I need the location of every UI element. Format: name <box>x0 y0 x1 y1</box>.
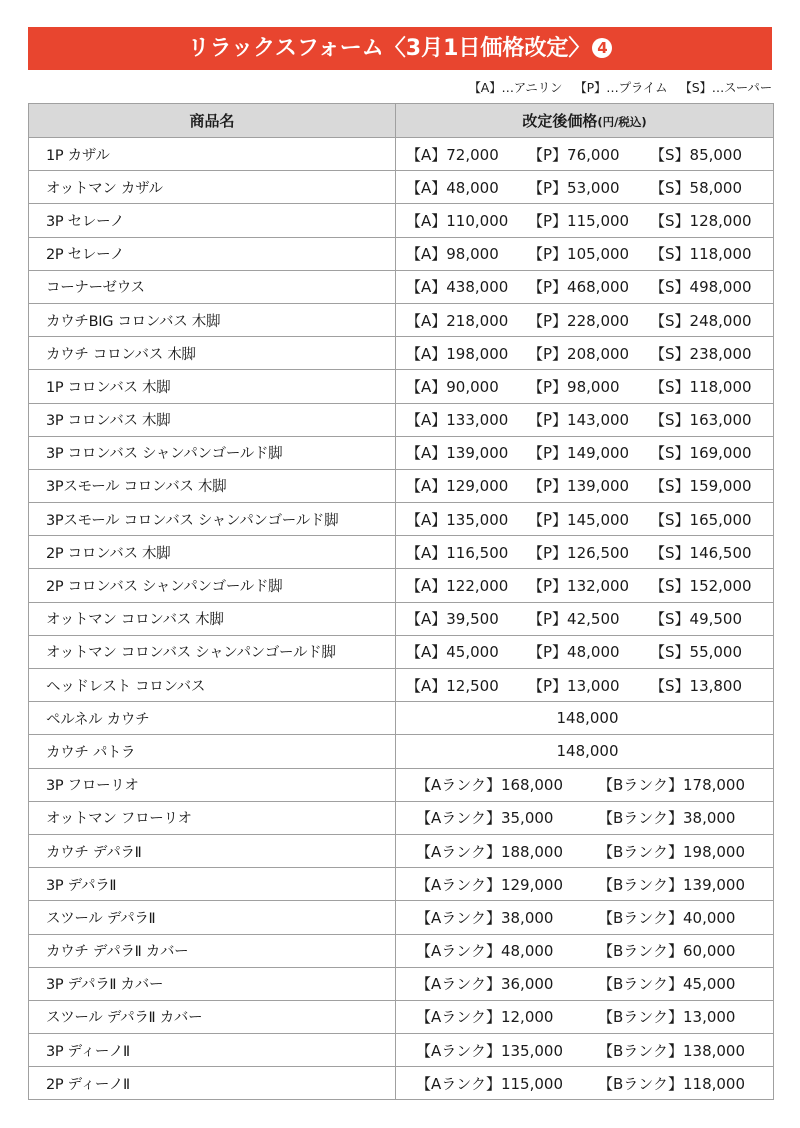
table-row <box>29 901 774 934</box>
price-value: 【Bランク】13,000 <box>598 1008 736 1027</box>
price-cell <box>396 768 774 801</box>
price-value: 【S】163,000 <box>650 411 752 430</box>
price-value: 【Aランク】168,000 <box>416 776 563 795</box>
product-name-cell: スツール デパラⅡ カバー <box>29 1000 396 1033</box>
table-row <box>29 967 774 1000</box>
price-value: 【A】129,000 <box>406 477 509 496</box>
legend-item-aniline: 【A】…アニリン <box>468 80 563 95</box>
price-value: 【Bランク】118,000 <box>598 1074 746 1093</box>
price-cell <box>396 237 774 270</box>
price-value: 【S】118,000 <box>650 245 752 264</box>
price-value: 【A】110,000 <box>406 211 509 230</box>
product-name-cell: オットマン コロンバス 木脚 <box>29 602 396 635</box>
price-value: 【P】98,000 <box>528 377 620 396</box>
price-value: 【S】49,500 <box>650 610 743 629</box>
table-header-row <box>29 104 774 138</box>
table-row <box>29 934 774 967</box>
price-cell <box>396 536 774 569</box>
header-price-label: 改定後価格 <box>522 112 598 130</box>
price-value: 【Aランク】35,000 <box>416 809 554 828</box>
price-cell <box>396 1034 774 1067</box>
price-value: 【Bランク】139,000 <box>598 875 746 894</box>
product-name-cell: 1P カザル <box>29 138 396 171</box>
price-value: 【A】98,000 <box>406 245 499 264</box>
table-row <box>29 569 774 602</box>
price-value: 【Aランク】12,000 <box>416 1008 554 1027</box>
title-banner <box>28 27 772 70</box>
table-row <box>29 1067 774 1100</box>
price-value: 【S】55,000 <box>650 643 743 662</box>
price-value: 【P】13,000 <box>528 676 620 695</box>
price-value: 【Aランク】135,000 <box>416 1041 563 1060</box>
price-value: 【P】53,000 <box>528 178 620 197</box>
price-value: 【P】208,000 <box>528 344 630 363</box>
price-value: 【A】122,000 <box>406 577 509 596</box>
price-cell <box>396 503 774 536</box>
price-value: 【P】126,500 <box>528 543 630 562</box>
price-value: 【S】165,000 <box>650 510 752 529</box>
legend-item-super: 【S】…スーパー <box>679 80 772 95</box>
price-value: 【A】48,000 <box>406 178 499 197</box>
price-cell <box>396 436 774 469</box>
price-value: 【A】218,000 <box>406 311 509 330</box>
price-value: 【S】152,000 <box>650 577 752 596</box>
title-number-badge: 4 <box>592 38 612 58</box>
price-value: 【Bランク】138,000 <box>598 1041 746 1060</box>
price-cell <box>396 801 774 834</box>
product-name-cell: 3P コロンバス シャンパンゴールド脚 <box>29 436 396 469</box>
table-row <box>29 602 774 635</box>
price-value: 【P】149,000 <box>528 444 630 463</box>
price-cell <box>396 901 774 934</box>
price-value: 【S】58,000 <box>650 178 743 197</box>
price-value: 【S】118,000 <box>650 377 752 396</box>
product-name-cell: 3Pスモール コロンバス 木脚 <box>29 469 396 502</box>
price-value: 【S】85,000 <box>650 145 743 164</box>
price-value: 【S】146,500 <box>650 543 752 562</box>
table-row <box>29 702 774 735</box>
table-row <box>29 834 774 867</box>
price-value: 【P】48,000 <box>528 643 620 662</box>
price-cell <box>396 1000 774 1033</box>
price-cell <box>396 204 774 237</box>
price-value: 【A】72,000 <box>406 145 499 164</box>
price-value: 【Bランク】45,000 <box>598 975 736 994</box>
product-name-cell: カウチ デパラⅡ <box>29 834 396 867</box>
table-row <box>29 204 774 237</box>
product-name-cell: 2P セレーノ <box>29 237 396 270</box>
price-value: 148,000 <box>556 742 619 761</box>
product-name-cell: 2P コロンバス 木脚 <box>29 536 396 569</box>
price-value: 【Aランク】188,000 <box>416 842 563 861</box>
table-row <box>29 1000 774 1033</box>
price-value: 【Aランク】38,000 <box>416 908 554 927</box>
product-name-cell: 2P ディーノⅡ <box>29 1067 396 1100</box>
table-row <box>29 635 774 668</box>
product-name-cell: ヘッドレスト コロンバス <box>29 669 396 702</box>
price-value: 【Bランク】38,000 <box>598 809 736 828</box>
price-value: 【A】135,000 <box>406 510 509 529</box>
price-cell <box>396 735 774 768</box>
price-value: 【S】498,000 <box>650 278 752 297</box>
table-row <box>29 735 774 768</box>
price-value: 【P】76,000 <box>528 145 620 164</box>
price-value: 【A】12,500 <box>406 676 499 695</box>
price-value: 【P】228,000 <box>528 311 630 330</box>
price-value: 【Bランク】178,000 <box>598 776 746 795</box>
product-name-cell: カウチBIG コロンバス 木脚 <box>29 303 396 336</box>
table-row <box>29 536 774 569</box>
table-row <box>29 370 774 403</box>
table-row <box>29 237 774 270</box>
price-cell <box>396 469 774 502</box>
price-cell <box>396 569 774 602</box>
product-name-cell: オットマン フローリオ <box>29 801 396 834</box>
header-price-unit: (円/税込) <box>597 115 647 129</box>
price-value: 148,000 <box>556 709 619 728</box>
product-name-cell: 3P コロンバス 木脚 <box>29 403 396 436</box>
price-cell <box>396 403 774 436</box>
product-name-cell: 3P セレーノ <box>29 204 396 237</box>
price-cell <box>396 834 774 867</box>
table-row <box>29 669 774 702</box>
price-table <box>28 103 774 1100</box>
table-row <box>29 138 774 171</box>
price-value: 【A】198,000 <box>406 344 509 363</box>
price-cell <box>396 669 774 702</box>
table-row <box>29 469 774 502</box>
price-value: 【S】248,000 <box>650 311 752 330</box>
price-value: 【A】139,000 <box>406 444 509 463</box>
product-name-cell: スツール デパラⅡ <box>29 901 396 934</box>
price-cell <box>396 303 774 336</box>
price-cell <box>396 1067 774 1100</box>
product-name-cell: カウチ パトラ <box>29 735 396 768</box>
price-value: 【P】132,000 <box>528 577 630 596</box>
price-value: 【P】139,000 <box>528 477 630 496</box>
price-cell <box>396 337 774 370</box>
price-value: 【A】90,000 <box>406 377 499 396</box>
price-value: 【A】116,500 <box>406 543 509 562</box>
grade-legend <box>469 78 773 96</box>
price-value: 【S】238,000 <box>650 344 752 363</box>
table-row <box>29 436 774 469</box>
product-name-cell: カウチ デパラⅡ カバー <box>29 934 396 967</box>
price-value: 【P】145,000 <box>528 510 630 529</box>
table-row <box>29 801 774 834</box>
price-value: 【A】133,000 <box>406 411 509 430</box>
product-name-cell: ペルネル カウチ <box>29 702 396 735</box>
header-revised-price <box>396 104 774 138</box>
price-cell <box>396 868 774 901</box>
product-name-cell: 3P フローリオ <box>29 768 396 801</box>
price-value: 【Bランク】40,000 <box>598 908 736 927</box>
price-cell <box>396 702 774 735</box>
price-value: 【Aランク】36,000 <box>416 975 554 994</box>
table-row <box>29 768 774 801</box>
price-value: 【Aランク】115,000 <box>416 1074 563 1093</box>
table-row <box>29 403 774 436</box>
table-row <box>29 503 774 536</box>
table-row <box>29 270 774 303</box>
table-row <box>29 171 774 204</box>
price-value: 【Aランク】48,000 <box>416 942 554 961</box>
product-name-cell: コーナーゼウス <box>29 270 396 303</box>
product-name-cell: オットマン カザル <box>29 171 396 204</box>
price-value: 【Bランク】60,000 <box>598 942 736 961</box>
price-cell <box>396 138 774 171</box>
price-value: 【P】105,000 <box>528 245 630 264</box>
price-value: 【S】128,000 <box>650 211 752 230</box>
price-value: 【S】169,000 <box>650 444 752 463</box>
price-value: 【P】115,000 <box>528 211 630 230</box>
price-cell <box>396 270 774 303</box>
price-cell <box>396 967 774 1000</box>
price-cell <box>396 934 774 967</box>
price-cell <box>396 370 774 403</box>
table-row <box>29 337 774 370</box>
price-value: 【Bランク】198,000 <box>598 842 746 861</box>
table-row <box>29 303 774 336</box>
header-product-name: 商品名 <box>29 104 396 138</box>
product-name-cell: 3P ディーノⅡ <box>29 1034 396 1067</box>
table-row <box>29 1034 774 1067</box>
product-name-cell: 2P コロンバス シャンパンゴールド脚 <box>29 569 396 602</box>
product-name-cell: 1P コロンバス 木脚 <box>29 370 396 403</box>
product-name-cell: 3P デパラⅡ <box>29 868 396 901</box>
product-name-cell: オットマン コロンバス シャンパンゴールド脚 <box>29 635 396 668</box>
price-value: 【A】39,500 <box>406 610 499 629</box>
price-value: 【A】45,000 <box>406 643 499 662</box>
price-value: 【A】438,000 <box>406 278 509 297</box>
legend-item-prime: 【P】…プライム <box>574 80 668 95</box>
price-cell <box>396 602 774 635</box>
price-value: 【S】13,800 <box>650 676 743 695</box>
price-cell <box>396 171 774 204</box>
product-name-cell: 3Pスモール コロンバス シャンパンゴールド脚 <box>29 503 396 536</box>
table-row <box>29 868 774 901</box>
price-value: 【P】42,500 <box>528 610 620 629</box>
price-value: 【P】468,000 <box>528 278 630 297</box>
price-cell <box>396 635 774 668</box>
price-value: 【S】159,000 <box>650 477 752 496</box>
product-name-cell: カウチ コロンバス 木脚 <box>29 337 396 370</box>
price-value: 【P】143,000 <box>528 411 630 430</box>
price-value: 【Aランク】129,000 <box>416 875 563 894</box>
product-name-cell: 3P デパラⅡ カバー <box>29 967 396 1000</box>
page-title: リラックスフォーム〈3月1日価格改定〉 <box>187 36 591 61</box>
